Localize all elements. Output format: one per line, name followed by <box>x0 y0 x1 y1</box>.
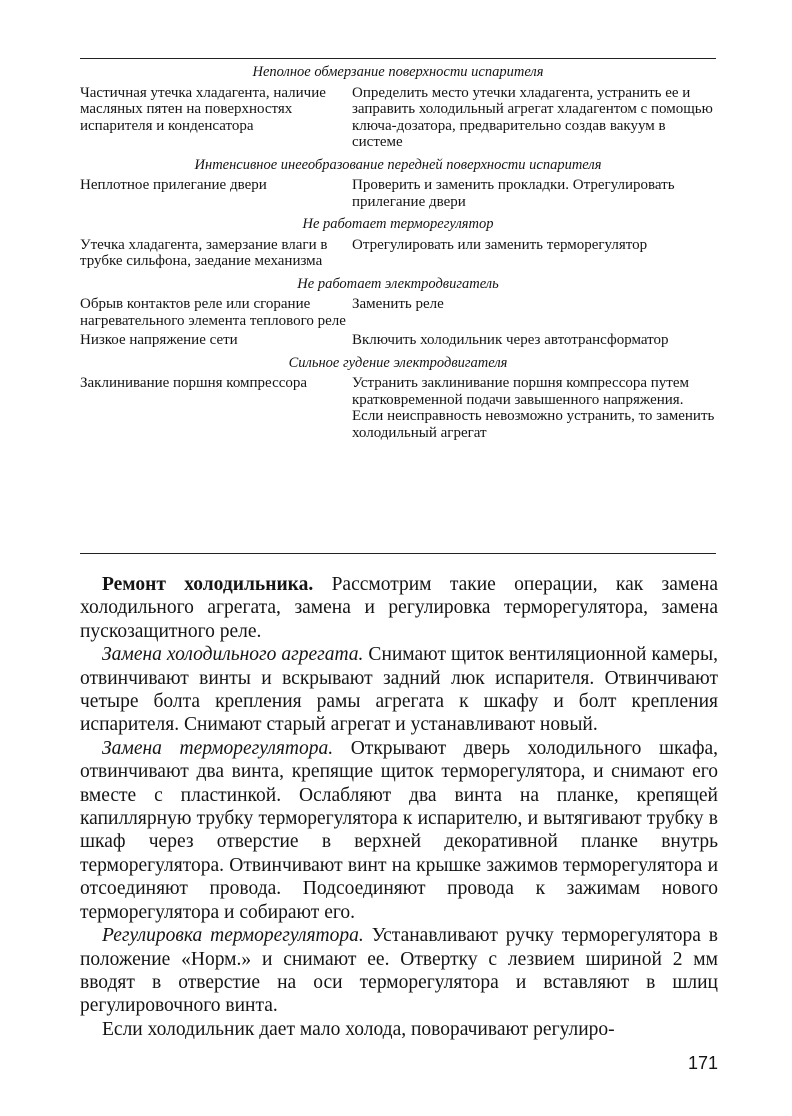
paragraph <box>80 643 718 737</box>
table-row <box>80 296 716 329</box>
cause-cell: Обрыв контактов реле или сгорание нагревательного элемента теплового реле <box>80 296 346 329</box>
remedy-cell: Определить место утечки хладагента, устранить ее и заправить холодильный агрегат хладагентом с помощью ключа-дозатора, предварительно создав вакуум в системе <box>352 84 713 150</box>
paragraph-text: Если холодильник дает мало холода, поворачивают регулиро- <box>102 1018 615 1040</box>
paragraph-title: Ремонт холодильника. <box>102 574 314 595</box>
remedy-cell: Устранить заклинивание поршня компрессора путем кратковременной подачи завышенного напряжения. Если неисправность невозможно устранить, то заменить холодильный агрегат <box>352 375 715 441</box>
cause-cell: Неплотное прилегание двери <box>80 177 267 193</box>
table-top-rule <box>80 58 716 59</box>
paragraph <box>80 573 718 643</box>
paragraph-text: Открывают дверь холодильного шкафа, отвинчивают два винта, крепящие щиток терморегулятора, и снимают его вместе с пластинкой. Ослабляют два винта на планке, крепящей капиллярную трубку терморегулятора к испарителю, и вытягивают трубку в шкаф через отверстие в верхней декоративной планке внутрь терморегулятора. Отвинчивают винт на крышке зажимов терморегулятора и отсоединяют провода. Подсоединяют провода к зажимам нового терморегулятора и собирают его. <box>80 737 718 923</box>
paragraph-text: Устанавливают ручку терморегулятора в положение «Норм.» и снимают ее. Отвертку с лезвием шириной 2 мм вводят в отверстие на оси терморегулятора и вставляют в шлиц регулировочного винта. <box>80 925 718 1017</box>
paragraph-title: Замена терморегулятора. <box>102 737 334 759</box>
paragraph-text: Рассмотрим такие операции, как замена холодильного агрегата, замена и регулировка терморегулятора, замена пускозащитного реле. <box>80 574 718 642</box>
paragraph-text: Снимают щиток вентиляционной камеры, отвинчивают винты и вскрывают задний люк испарителя. Отвинчивают четыре болта крепления рамы агрегата к шкафу и болт крепления испарителя. Снимают старый агрегат и устанавливают новый. <box>80 644 719 736</box>
fault-table <box>80 61 716 444</box>
remedy-cell: Включить холодильник через автотрансформатор <box>352 332 669 348</box>
table-row <box>80 177 716 210</box>
section-heading: Неполное обмерзание поверхности испарителя <box>252 64 544 80</box>
cause-cell: Заклинивание поршня компрессора <box>80 375 308 391</box>
table-bottom-rule <box>80 553 716 554</box>
section-heading: Сильное гудение электродвигателя <box>288 354 508 371</box>
section-heading: Интенсивное инееобразование передней поверхности испарителя <box>194 156 602 173</box>
cause-cell: Низкое напряжение сети <box>80 332 238 348</box>
table-row <box>80 332 716 349</box>
table-row <box>80 85 716 151</box>
paragraph <box>80 737 718 924</box>
page-number: 171 <box>687 1053 718 1073</box>
table-row <box>80 375 716 441</box>
paragraph <box>80 1018 718 1041</box>
cause-cell: Частичная утечка хладагента, наличие масляных пятен на поверхностях испарителя и конденсатора <box>80 84 326 134</box>
table-row <box>80 237 716 270</box>
section-heading: Не работает электродвигатель <box>297 275 499 292</box>
paragraph <box>80 924 718 1018</box>
cause-cell: Утечка хладагента, замерзание влаги в трубке сильфона, заедание механизма <box>80 236 328 269</box>
section-heading: Не работает терморегулятор <box>302 216 494 232</box>
paragraph-title: Регулировка терморегулятора. <box>102 925 364 947</box>
remedy-cell: Отрегулировать или заменить терморегулятор <box>352 236 648 253</box>
remedy-cell: Заменить реле <box>352 296 444 312</box>
body-text <box>80 573 718 1041</box>
paragraph-title: Замена холодильного агрегата. <box>102 644 364 666</box>
remedy-cell: Проверить и заменить прокладки. Отрегулировать прилегание двери <box>352 177 675 210</box>
